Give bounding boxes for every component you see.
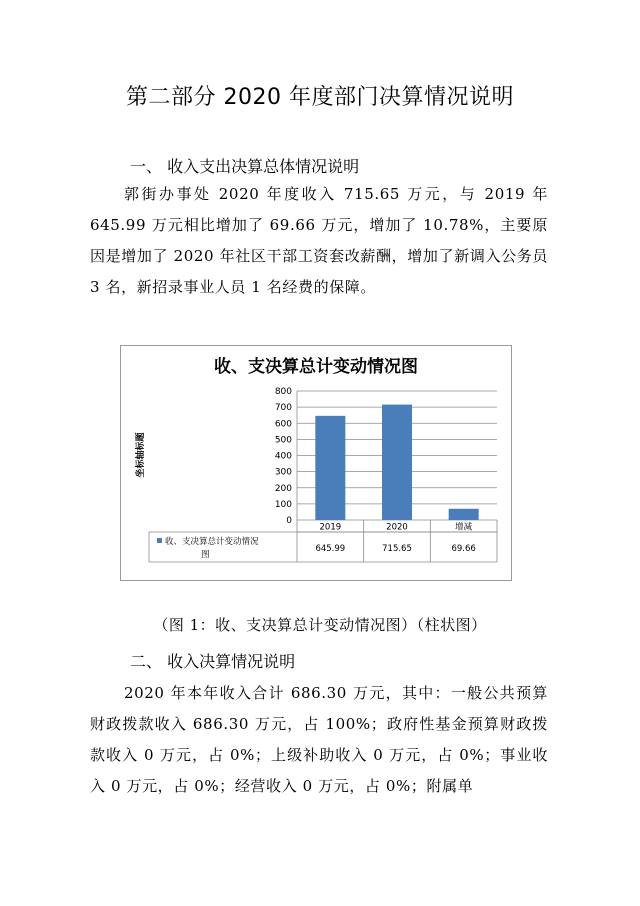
table-value: 645.99 bbox=[315, 544, 346, 554]
document-title: 第二部分 2020 年度部门决算情况说明 bbox=[126, 85, 514, 110]
y-tick-label: 500 bbox=[274, 435, 292, 446]
y-axis-title: 坐标轴标题 bbox=[136, 432, 146, 478]
x-tick-label: 2020 bbox=[386, 522, 408, 533]
x-tick-label: 2019 bbox=[319, 522, 342, 533]
y-tick-label: 0 bbox=[286, 516, 292, 526]
section-heading-income: 二、 收入决算情况说明 bbox=[130, 652, 296, 671]
bar bbox=[382, 405, 412, 520]
table-value: 715.65 bbox=[382, 544, 412, 554]
bar-chart-figure bbox=[120, 345, 512, 581]
y-tick-label: 400 bbox=[274, 451, 292, 462]
y-tick-label: 100 bbox=[274, 499, 292, 510]
y-tick-label: 600 bbox=[274, 419, 292, 430]
bar-chart bbox=[121, 346, 511, 580]
section-paragraph-income: 2020 年本年收入合计 686.30 万元，其中：一般公共预算财政拨款收入 686.30 万元，占 100%；政府性基金预算财政拨款收入 0 万元，占 0%；上级补助收入 0 万元，占 0%；事业收入 0 万元，占 0%；经营收入 0 万元，占 0%；附属单 bbox=[90, 684, 548, 795]
table-value: 69.66 bbox=[451, 544, 476, 554]
legend-swatch bbox=[157, 538, 162, 543]
legend-label-line2: 图 bbox=[201, 550, 210, 560]
section-heading-income-expense: 一、 收入支出决算总体情况说明 bbox=[130, 157, 360, 176]
section-paragraph-income-expense: 郭街办事处 2020 年度收入 715.65 万元，与 2019 年 645.99 万元相比增加了 69.66 万元，增加了 10.78%，主要原因是增加了 2020 年社区干部工资套改薪酬，增加了新调入公务员 3 名，新招录事业人员 1 名经费的保障。 bbox=[90, 185, 548, 296]
bar bbox=[449, 509, 479, 520]
legend-label-line1: 收、支决算总计变动情况 bbox=[165, 537, 259, 547]
y-tick-label: 200 bbox=[274, 483, 292, 494]
bar bbox=[315, 416, 345, 520]
chart-title: 收、支决算总计变动情况图 bbox=[214, 357, 418, 377]
y-tick-label: 300 bbox=[274, 467, 292, 478]
x-tick-label: 增减 bbox=[455, 522, 473, 533]
figure-caption: （图 1：收、支决算总计变动情况图）（柱状图） bbox=[153, 616, 487, 634]
y-tick-label: 700 bbox=[274, 403, 292, 414]
y-tick-label: 800 bbox=[274, 387, 292, 397]
